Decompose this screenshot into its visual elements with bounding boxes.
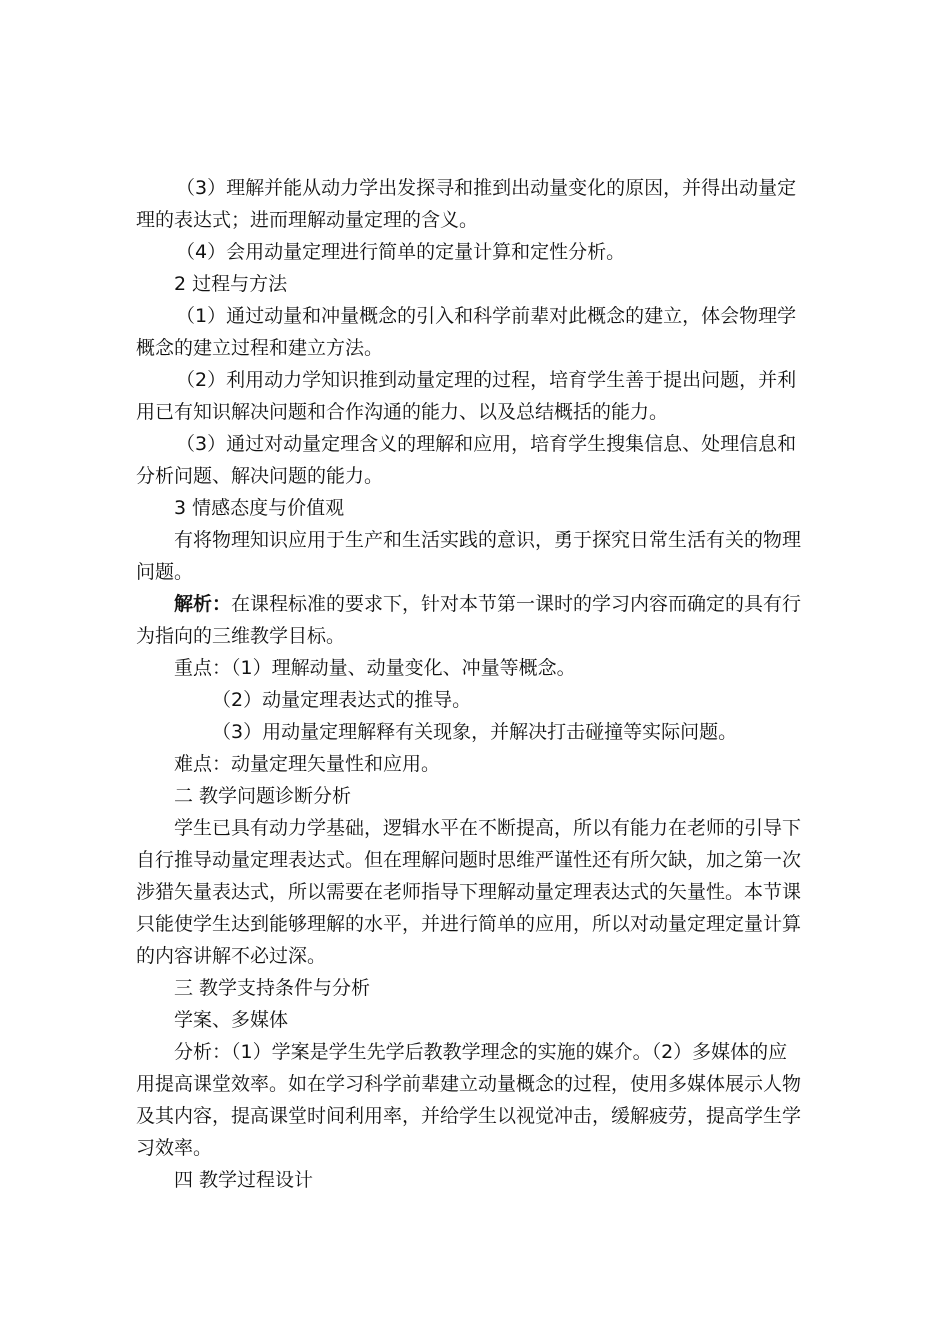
paragraph-line: （3）通过对动量定理含义的理解和应用，培育学生搜集信息、处理信息和: [176, 433, 797, 455]
paragraph-line: 理的表达式；进而理解动量定理的含义。: [136, 209, 479, 231]
section-heading: 3 情感态度与价值观: [174, 497, 345, 519]
key-points-line: （3）用动量定理解释有关现象，并解决打击碰撞等实际问题。: [212, 721, 738, 743]
key-points-line: （2）动量定理表达式的推导。: [212, 689, 472, 711]
analysis-label: 解析：: [174, 593, 232, 615]
paragraph-line: 用已有知识解决问题和合作沟通的能力、以及总结概括的能力。: [136, 401, 669, 423]
paragraph-line: 用提高课堂效率。如在学习科学前辈建立动量概念的过程，使用多媒体展示人物: [136, 1073, 802, 1095]
paragraph-line: 有将物理知识应用于生产和生活实践的意识，勇于探究日常生活有关的物理: [174, 529, 802, 551]
section-heading: 二 教学问题诊断分析: [174, 785, 352, 807]
analysis-line: [136, 588, 808, 620]
paragraph-line: 分析问题、解决问题的能力。: [136, 465, 384, 487]
paragraph-line: 涉猎矢量表达式，所以需要在老师指导下理解动量定理表达式的矢量性。本节课: [136, 881, 802, 903]
paragraph-line: 及其内容，提高课堂时间利用率，并给学生以视觉冲击，缓解疲劳，提高学生学: [136, 1105, 802, 1127]
paragraph-line: （1）通过动量和冲量概念的引入和科学前辈对此概念的建立，体会物理学: [176, 305, 797, 327]
paragraph-line: 学案、多媒体: [174, 1009, 289, 1031]
paragraph-line: 只能使学生达到能够理解的水平，并进行简单的应用，所以对动量定理定量计算: [136, 913, 802, 935]
paragraph-line: 自行推导动量定理表达式。但在理解问题时思维严谨性还有所欠缺，加之第一次: [136, 849, 802, 871]
paragraph-line: （3）理解并能从动力学出发探寻和推到出动量变化的原因，并得出动量定: [176, 177, 797, 199]
paragraph-line: 为指向的三维教学目标。: [136, 625, 346, 647]
paragraph-line: 的内容讲解不必过深。: [136, 945, 327, 967]
key-points-line: 重点：（1）理解动量、动量变化、冲量等概念。: [174, 657, 576, 679]
paragraph-line: 习效率。: [136, 1137, 213, 1159]
paragraph-line: 学生已具有动力学基础，逻辑水平在不断提高，所以有能力在老师的引导下: [174, 817, 802, 839]
section-heading: 三 教学支持条件与分析: [174, 977, 371, 999]
paragraph-line: 概念的建立过程和建立方法。: [136, 337, 384, 359]
paragraph-line: 问题。: [136, 561, 194, 583]
paragraph-line: （2）利用动力学知识推到动量定理的过程，培育学生善于提出问题，并利: [176, 369, 797, 391]
document-body: [136, 172, 808, 1196]
paragraph-line: （4）会用动量定理进行简单的定量计算和定性分析。: [176, 241, 626, 263]
paragraph-line: 分析：（1）学案是学生先学后教教学理念的实施的媒介。（2）多媒体的应: [174, 1041, 788, 1063]
difficulty-line: 难点：动量定理矢量性和应用。: [174, 753, 441, 775]
section-heading: 2 过程与方法: [174, 273, 288, 295]
section-heading: 四 教学过程设计: [174, 1169, 314, 1191]
analysis-text: 在课程标准的要求下，针对本节第一课时的学习内容而确定的具有行: [231, 593, 802, 615]
